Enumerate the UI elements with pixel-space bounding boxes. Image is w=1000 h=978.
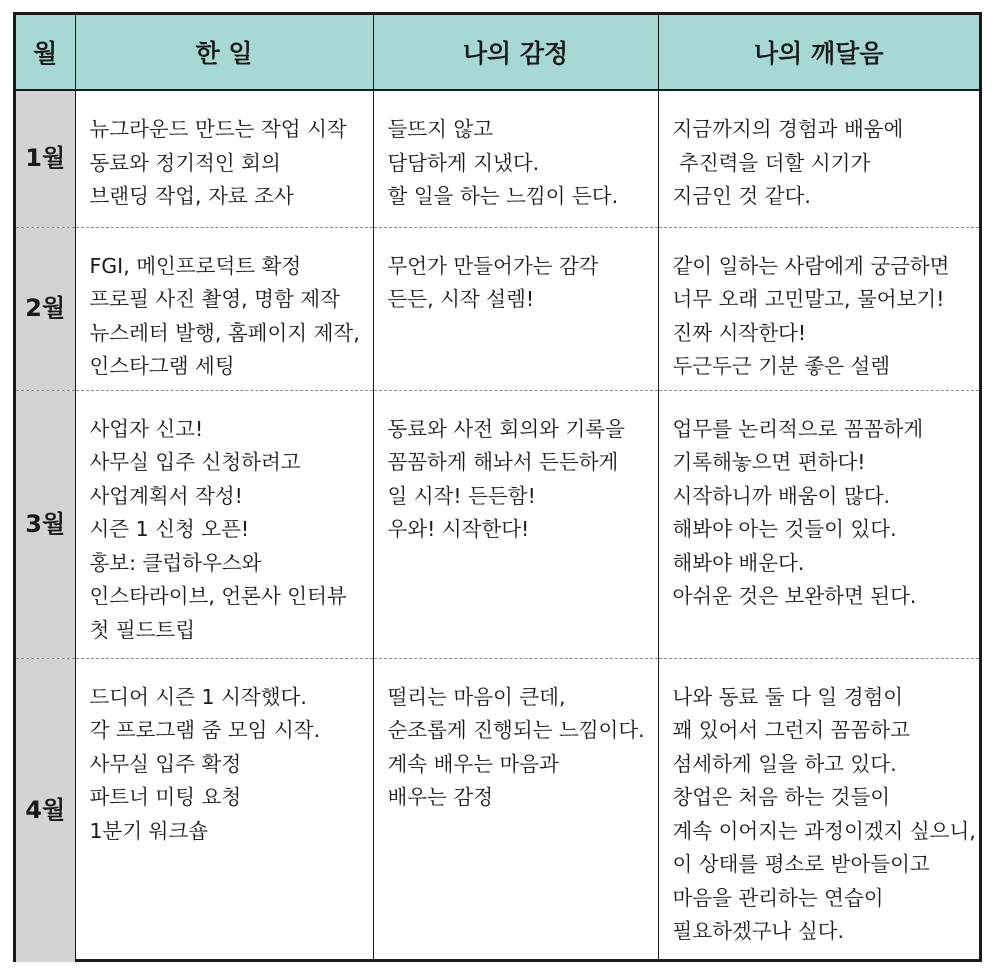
reflection-table bbox=[16, 15, 979, 962]
insight-cell: 같이 일하는 사람에게 궁금하면 너무 오래 고민말고, 물어보기! 진짜 시작한다! 두근두근 기분 좋은 설렘 bbox=[658, 227, 979, 390]
done-cell: 드디어 시즌 1 시작했다. 각 프로그램 줌 모임 시작. 사무실 입주 확정 파트너 미팅 요청 1분기 워크숍 bbox=[75, 658, 373, 962]
feeling-cell: 들뜨지 않고 담담하게 지냈다. 할 일을 하는 느낌이 든다. bbox=[373, 90, 658, 227]
month-cell: 1월 bbox=[16, 90, 75, 227]
insight-cell: 지금까지의 경험과 배움에 추진력을 더할 시기가 지금인 것 같다. bbox=[658, 90, 979, 227]
month-cell: 3월 bbox=[16, 390, 75, 658]
header-month: 월 bbox=[16, 15, 75, 90]
table-row bbox=[16, 227, 979, 390]
header-insight: 나의 깨달음 bbox=[658, 15, 979, 90]
table-row bbox=[16, 90, 979, 227]
feeling-cell: 동료와 사전 회의와 기록을 꼼꼼하게 해놔서 든든하게 일 시작! 든든함! 우와! 시작한다! bbox=[373, 390, 658, 658]
done-cell: 사업자 신고! 사무실 입주 신청하려고 사업계획서 작성! 시즌 1 신청 오픈! 홍보: 클럽하우스와 인스타라이브, 언론사 인터뷰 첫 필드트립 bbox=[75, 390, 373, 658]
done-cell: 뉴그라운드 만드는 작업 시작 동료와 정기적인 회의 브랜딩 작업, 자료 조사 bbox=[75, 90, 373, 227]
done-cell: FGI, 메인프로덕트 확정 프로필 사진 촬영, 명함 제작 뉴스레터 발행, 홈페이지 제작, 인스타그램 세팅 bbox=[75, 227, 373, 390]
header-row bbox=[16, 15, 979, 90]
month-cell: 4월 bbox=[16, 658, 75, 962]
feeling-cell: 무언가 만들어가는 감각 든든, 시작 설렘! bbox=[373, 227, 658, 390]
header-done: 한 일 bbox=[75, 15, 373, 90]
insight-cell: 나와 동료 둘 다 일 경험이 꽤 있어서 그런지 꼼꼼하고 섬세하게 일을 하고 있다. 창업은 처음 하는 것들이 계속 이어지는 과정이겠지 싶으니, 이 상태를 평소로 받아들이고 마음을 관리하는 연습이 필요하겠구나 싶다. bbox=[658, 658, 979, 962]
reflection-table-frame bbox=[13, 12, 982, 962]
table-row bbox=[16, 658, 979, 962]
feeling-cell: 떨리는 마음이 큰데, 순조롭게 진행되는 느낌이다. 계속 배우는 마음과 배우는 감정 bbox=[373, 658, 658, 962]
insight-cell: 업무를 논리적으로 꼼꼼하게 기록해놓으면 편하다! 시작하니까 배움이 많다. 해봐야 아는 것들이 있다. 해봐야 배운다. 아쉬운 것은 보완하면 된다. bbox=[658, 390, 979, 658]
month-cell: 2월 bbox=[16, 227, 75, 390]
header-feeling: 나의 감정 bbox=[373, 15, 658, 90]
table-row bbox=[16, 390, 979, 658]
